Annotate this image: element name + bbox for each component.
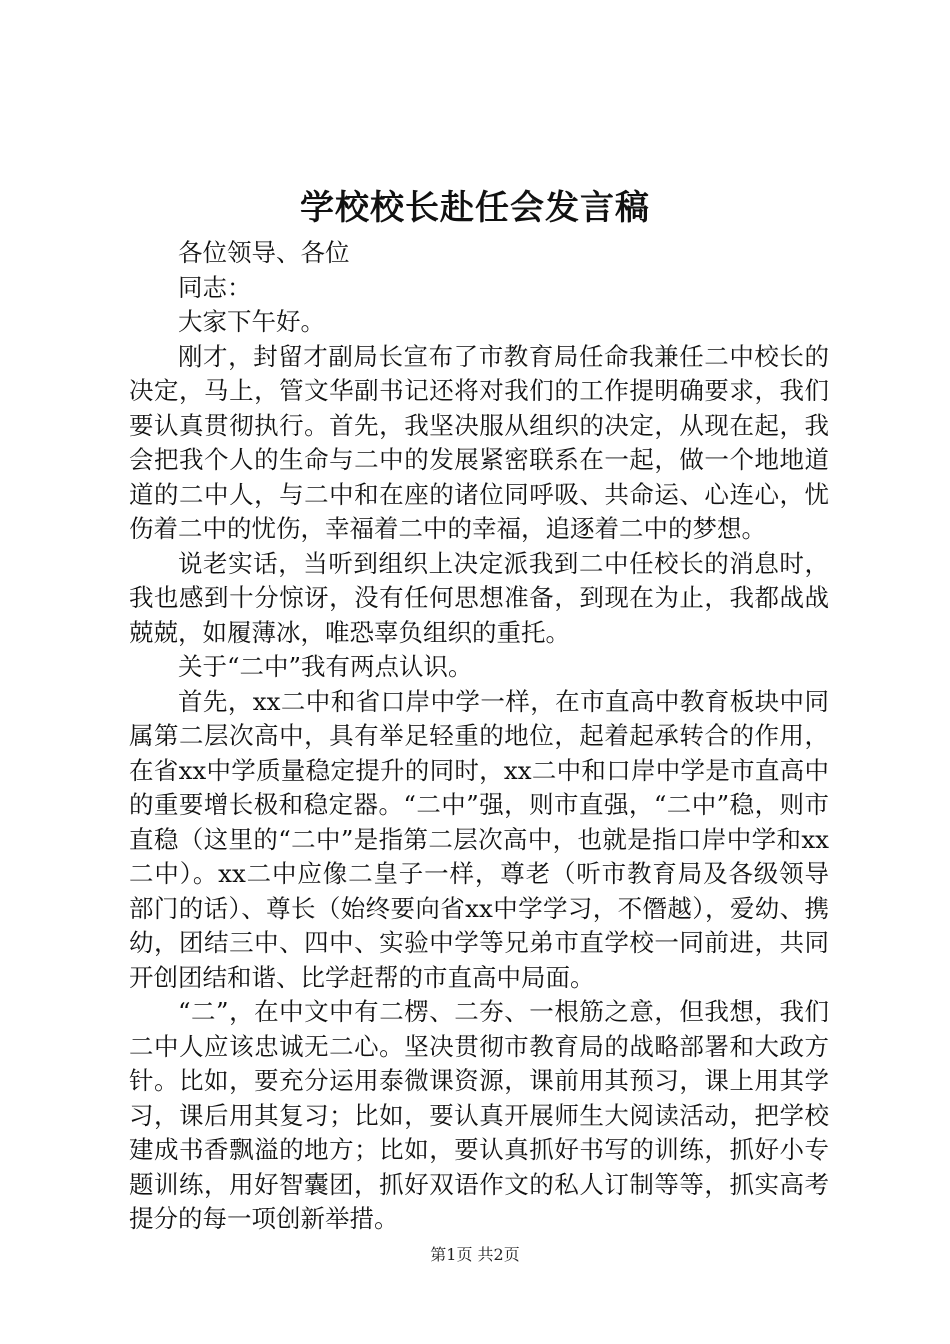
body-paragraph: 说老实话，当听到组织上决定派我到二中任校长的消息时，我也感到十分惊讶，没有任何思想准备，到现在为止，我都战战兢兢，如履薄冰，唯恐辜负组织的重托。 (129, 548, 829, 647)
document-body (129, 236, 829, 1237)
greeting: 大家下午好。 (178, 307, 325, 336)
salutation-line-1: 各位领导、各位 (178, 238, 350, 267)
body-paragraph: 首先，xx二中和省口岸中学一样，在市直高中教育板块中同属第二层次高中，具有举足轻重的地位，起着起承转合的作用，在省xx中学质量稳定提升的同时，xx二中和口岸中学是市直高中的重要增长极和稳定器。“二中”强，则市直强，“二中”稳，则市直稳（这里的“二中”是指第二层次高中，也就是指口岸中学和xx二中）。xx二中应像二皇子一样，尊老（听市教育局及各级领导部门的话）、尊长（始终要向省xx中学学习，不僭越），爱幼、携幼，团结三中、四中、实验中学等兄弟市直学校一同前进，共同开创团结和谐、比学赶帮的市直高中局面。 (129, 686, 829, 992)
body-paragraph: 刚才，封留才副局长宣布了市教育局任命我兼任二中校长的决定，马上，管文华副书记还将对我们的工作提明确要求，我们要认真贯彻执行。首先，我坚决服从组织的决定，从现在起，我会把我个人的生命与二中的发展紧密联系在一起，做一个地地道道的二中人，与二中和在座的诸位同呼吸、共命运、心连心，忧伤着二中的忧伤，幸福着二中的幸福，追逐着二中的梦想。 (129, 341, 829, 543)
document-title: 学校校长赴任会发言稿 (300, 188, 650, 228)
body-paragraph: 关于“二中”我有两点认识。 (178, 652, 473, 681)
page-number-footer: 第1页 共2页 (430, 1245, 520, 1264)
salutation-line-2: 同志： (178, 272, 252, 302)
body-paragraph: “二”，在中文中有二楞、二夯、一根筋之意，但我想，我们二中人应该忠诚无二心。坚决贯彻市教育局的战略部署和大政方针。比如，要充分运用泰微课资源，课前用其预习，课上用其学习，课后用其复习；比如，要认真开展师生大阅读活动，把学校建成书香飘溢的地方；比如，要认真抓好书写的训练，抓好小专题训练，用好智囊团，抓好双语作文的私人订制等等，抓实高考提分的每一项创新举措。 (129, 997, 829, 1233)
